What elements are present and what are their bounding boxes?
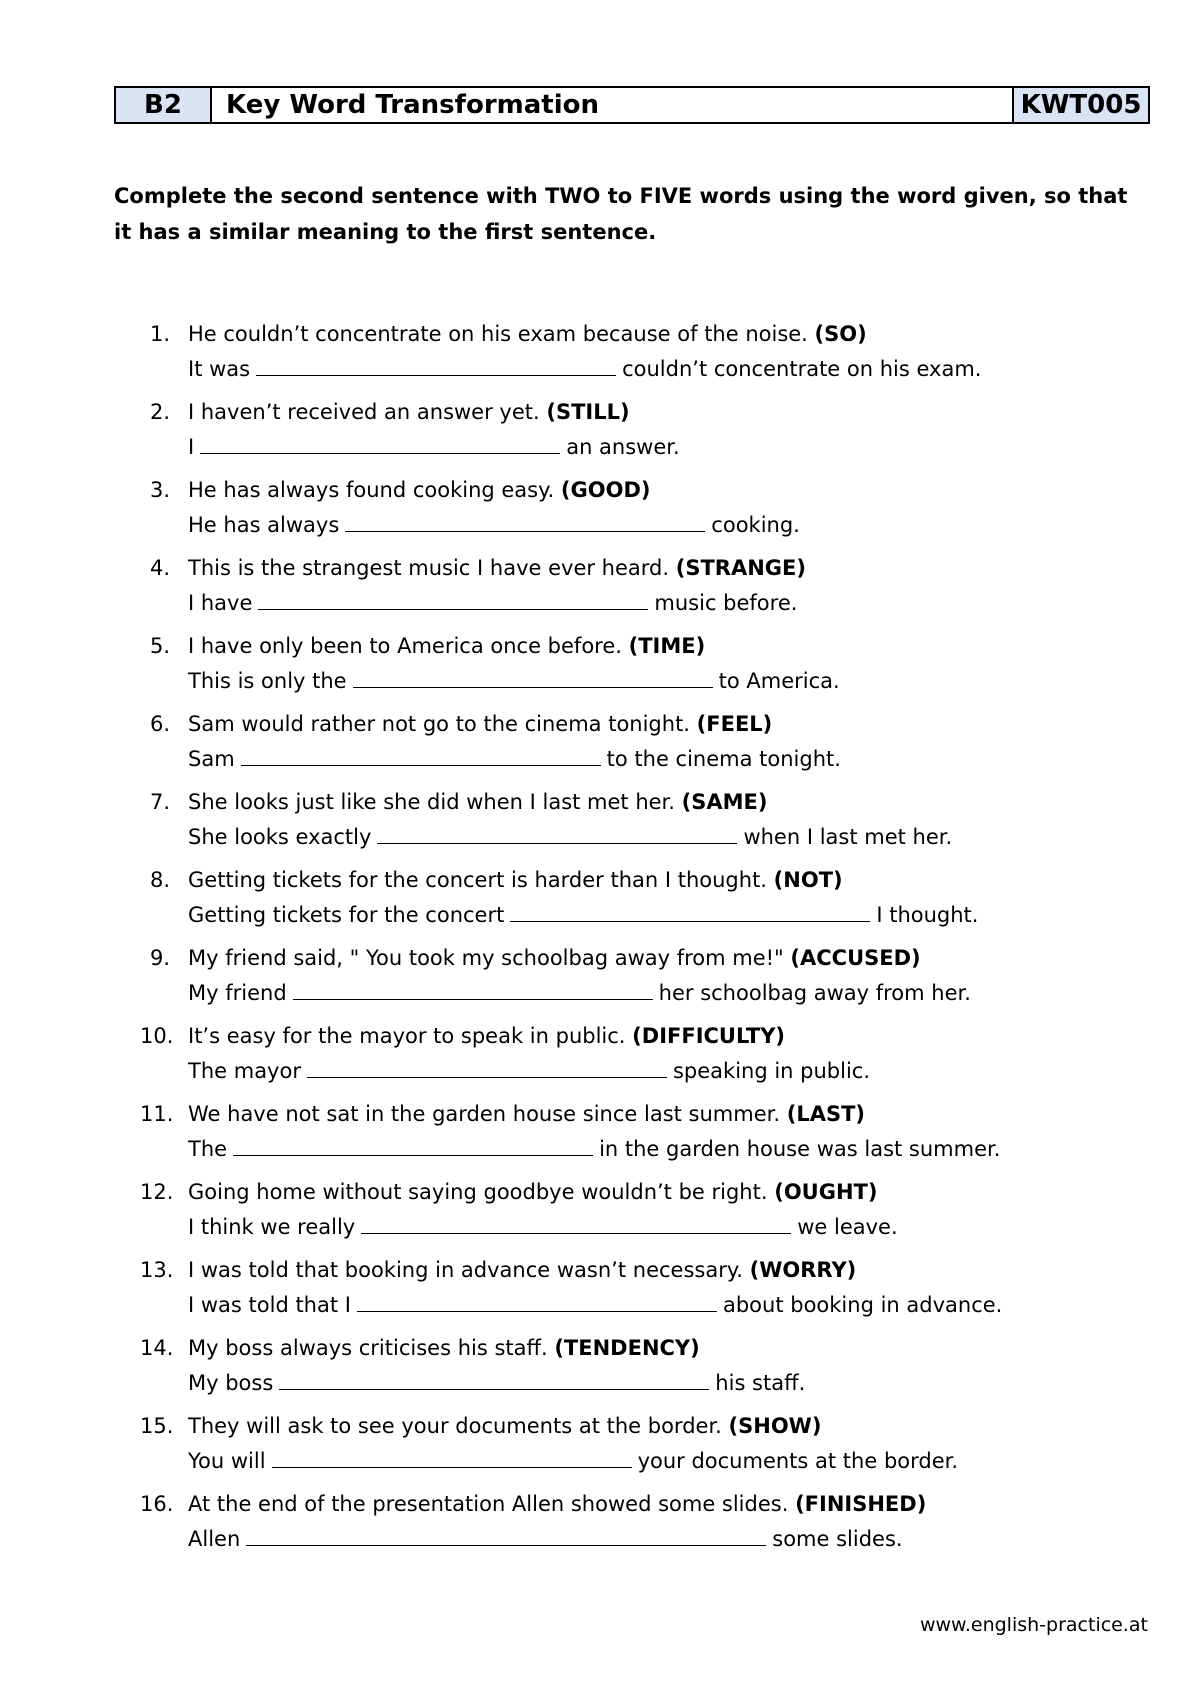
sentence-text: She looks just like she did when I last met her.: [188, 790, 675, 814]
exercise-item: [114, 942, 1154, 1020]
sentence-text: It’s easy for the mayor to speak in public.: [188, 1024, 626, 1048]
sentence-end: to America.: [718, 669, 840, 693]
first-sentence: [188, 318, 867, 351]
answer-blank[interactable]: [279, 1365, 709, 1390]
sentence-text: Sam would rather not go to the cinema tonight.: [188, 712, 690, 736]
second-sentence: [188, 1443, 958, 1478]
first-sentence: [188, 1410, 821, 1443]
sentence-start: Sam: [188, 747, 235, 771]
exercise-item: [114, 786, 1154, 864]
sentence-end: to the cinema tonight.: [606, 747, 841, 771]
sentence-start: I have: [188, 591, 253, 615]
exercise-item: [114, 864, 1154, 942]
exercise-item: [114, 552, 1154, 630]
sentence-text: I was told that booking in advance wasn’t necessary.: [188, 1258, 743, 1282]
answer-blank[interactable]: [233, 1131, 593, 1156]
sentence-text: I have only been to America once before.: [188, 634, 622, 658]
second-sentence: [188, 897, 978, 932]
first-sentence: [188, 786, 767, 819]
sentence-end: about booking in advance.: [722, 1293, 1003, 1317]
second-sentence: [188, 1209, 898, 1244]
item-number: 16.: [140, 1492, 174, 1516]
sentence-end: cooking.: [711, 513, 800, 537]
key-word: (STRANGE): [675, 556, 806, 580]
sentence-end: in the garden house was last summer.: [599, 1137, 1001, 1161]
key-word: (NOT): [773, 868, 843, 892]
sentence-text: This is the strangest music I have ever heard.: [188, 556, 670, 580]
key-word: (GOOD): [560, 478, 651, 502]
sentence-text: Getting tickets for the concert is harder than I thought.: [188, 868, 767, 892]
second-sentence: [188, 507, 800, 542]
second-sentence: [188, 741, 841, 776]
answer-blank[interactable]: [258, 585, 648, 610]
first-sentence: [188, 942, 921, 975]
answer-blank[interactable]: [345, 507, 705, 532]
first-sentence: [188, 396, 630, 429]
answer-blank[interactable]: [377, 819, 737, 844]
first-sentence: [188, 1488, 926, 1521]
sentence-text: I haven’t received an answer yet.: [188, 400, 540, 424]
second-sentence: [188, 819, 952, 854]
answer-blank[interactable]: [200, 429, 560, 454]
key-word: (TENDENCY): [554, 1336, 700, 1360]
exercise-item: [114, 1410, 1154, 1488]
exercise-list: [114, 318, 1154, 1566]
item-number: 1.: [150, 322, 171, 346]
sentence-end: an answer.: [566, 435, 680, 459]
item-number: 8.: [150, 868, 171, 892]
first-sentence: [188, 630, 705, 663]
sentence-end: music before.: [654, 591, 798, 615]
second-sentence: [188, 1521, 903, 1556]
sentence-start: The mayor: [188, 1059, 301, 1083]
first-sentence: [188, 552, 806, 585]
item-number: 4.: [150, 556, 171, 580]
level-cell: B2: [116, 88, 212, 122]
answer-blank[interactable]: [293, 975, 653, 1000]
item-number: 9.: [150, 946, 171, 970]
second-sentence: [188, 1287, 1002, 1322]
first-sentence: [188, 474, 651, 507]
first-sentence: [188, 864, 843, 897]
key-word: (SHOW): [728, 1414, 822, 1438]
second-sentence: [188, 1365, 805, 1400]
first-sentence: [188, 708, 772, 741]
sentence-end: couldn’t concentrate on his exam.: [622, 357, 982, 381]
key-word: (STILL): [546, 400, 630, 424]
exercise-item: [114, 1488, 1154, 1566]
sentence-start: My friend: [188, 981, 287, 1005]
sentence-end: her schoolbag away from her.: [658, 981, 971, 1005]
instructions-line-1: Complete the second sentence with TWO to FIVE words using the word given, so that: [114, 184, 1128, 208]
item-number: 14.: [140, 1336, 174, 1360]
item-number: 5.: [150, 634, 171, 658]
key-word: (TIME): [628, 634, 706, 658]
sentence-text: Going home without saying goodbye wouldn’t be right.: [188, 1180, 768, 1204]
second-sentence: [188, 975, 971, 1010]
first-sentence: [188, 1020, 785, 1053]
exercise-item: [114, 630, 1154, 708]
answer-blank[interactable]: [357, 1287, 717, 1312]
key-word: (SO): [814, 322, 867, 346]
answer-blank[interactable]: [510, 897, 870, 922]
first-sentence: [188, 1332, 700, 1365]
key-word: (FEEL): [696, 712, 773, 736]
sentence-end: some slides.: [772, 1527, 903, 1551]
sentence-end: we leave.: [797, 1215, 898, 1239]
worksheet-code: KWT005: [1014, 88, 1148, 122]
sentence-end: speaking in public.: [672, 1059, 871, 1083]
instructions: [114, 178, 1154, 250]
answer-blank[interactable]: [353, 663, 713, 688]
item-number: 6.: [150, 712, 171, 736]
footer-url: www.english-practice.at: [919, 1614, 1148, 1636]
exercise-item: [114, 474, 1154, 552]
sentence-start: He has always: [188, 513, 340, 537]
second-sentence: [188, 1053, 870, 1088]
sentence-start: Allen: [188, 1527, 241, 1551]
sentence-end: your documents at the border.: [637, 1449, 959, 1473]
key-word: (ACCUSED): [790, 946, 921, 970]
first-sentence: [188, 1098, 865, 1131]
item-number: 3.: [150, 478, 171, 502]
sentence-start: The: [188, 1137, 228, 1161]
item-number: 15.: [140, 1414, 174, 1438]
key-word: (WORRY): [749, 1258, 857, 1282]
exercise-item: [114, 318, 1154, 396]
exercise-item: [114, 708, 1154, 786]
key-word: (SAME): [681, 790, 768, 814]
sentence-start: She looks exactly: [188, 825, 372, 849]
second-sentence: [188, 429, 680, 464]
sentence-text: He couldn’t concentrate on his exam because of the noise.: [188, 322, 808, 346]
item-number: 12.: [140, 1180, 174, 1204]
first-sentence: [188, 1176, 877, 1209]
key-word: (LAST): [786, 1102, 865, 1126]
sentence-text: My friend said, " You took my schoolbag away from me!": [188, 946, 784, 970]
exercise-item: [114, 1332, 1154, 1410]
answer-blank[interactable]: [272, 1443, 632, 1468]
answer-blank[interactable]: [246, 1521, 766, 1546]
header-table: [114, 86, 1150, 124]
sentence-end: when I last met her.: [743, 825, 953, 849]
exercise-item: [114, 1254, 1154, 1332]
sentence-start: My boss: [188, 1371, 274, 1395]
sentence-start: It was: [188, 357, 251, 381]
item-number: 2.: [150, 400, 171, 424]
sentence-text: At the end of the presentation Allen showed some slides.: [188, 1492, 789, 1516]
worksheet-title: Key Word Transformation: [212, 88, 1014, 122]
sentence-text: He has always found cooking easy.: [188, 478, 555, 502]
second-sentence: [188, 585, 797, 620]
exercise-item: [114, 396, 1154, 474]
item-number: 13.: [140, 1258, 174, 1282]
item-number: 7.: [150, 790, 171, 814]
exercise-item: [114, 1020, 1154, 1098]
second-sentence: [188, 663, 840, 698]
answer-blank[interactable]: [241, 741, 601, 766]
instructions-line-2: it has a similar meaning to the first sentence.: [114, 220, 657, 244]
sentence-start: I was told that I: [188, 1293, 351, 1317]
first-sentence: [188, 1254, 856, 1287]
sentence-start: I think we really: [188, 1215, 356, 1239]
sentence-end: I thought.: [876, 903, 979, 927]
exercise-item: [114, 1176, 1154, 1254]
sentence-end: his staff.: [715, 1371, 806, 1395]
second-sentence: [188, 1131, 1000, 1166]
answer-blank[interactable]: [361, 1209, 791, 1234]
second-sentence: [188, 351, 981, 386]
sentence-start: Getting tickets for the concert: [188, 903, 505, 927]
sentence-text: We have not sat in the garden house since last summer.: [188, 1102, 781, 1126]
sentence-start: This is only the: [188, 669, 347, 693]
sentence-start: You will: [188, 1449, 266, 1473]
sentence-start: I: [188, 435, 195, 459]
item-number: 10.: [140, 1024, 174, 1048]
sentence-text: They will ask to see your documents at the border.: [188, 1414, 722, 1438]
exercise-item: [114, 1098, 1154, 1176]
key-word: (OUGHT): [774, 1180, 878, 1204]
sentence-text: My boss always criticises his staff.: [188, 1336, 548, 1360]
key-word: (DIFFICULTY): [632, 1024, 786, 1048]
item-number: 11.: [140, 1102, 174, 1126]
key-word: (FINISHED): [795, 1492, 927, 1516]
answer-blank[interactable]: [307, 1053, 667, 1078]
answer-blank[interactable]: [256, 351, 616, 376]
